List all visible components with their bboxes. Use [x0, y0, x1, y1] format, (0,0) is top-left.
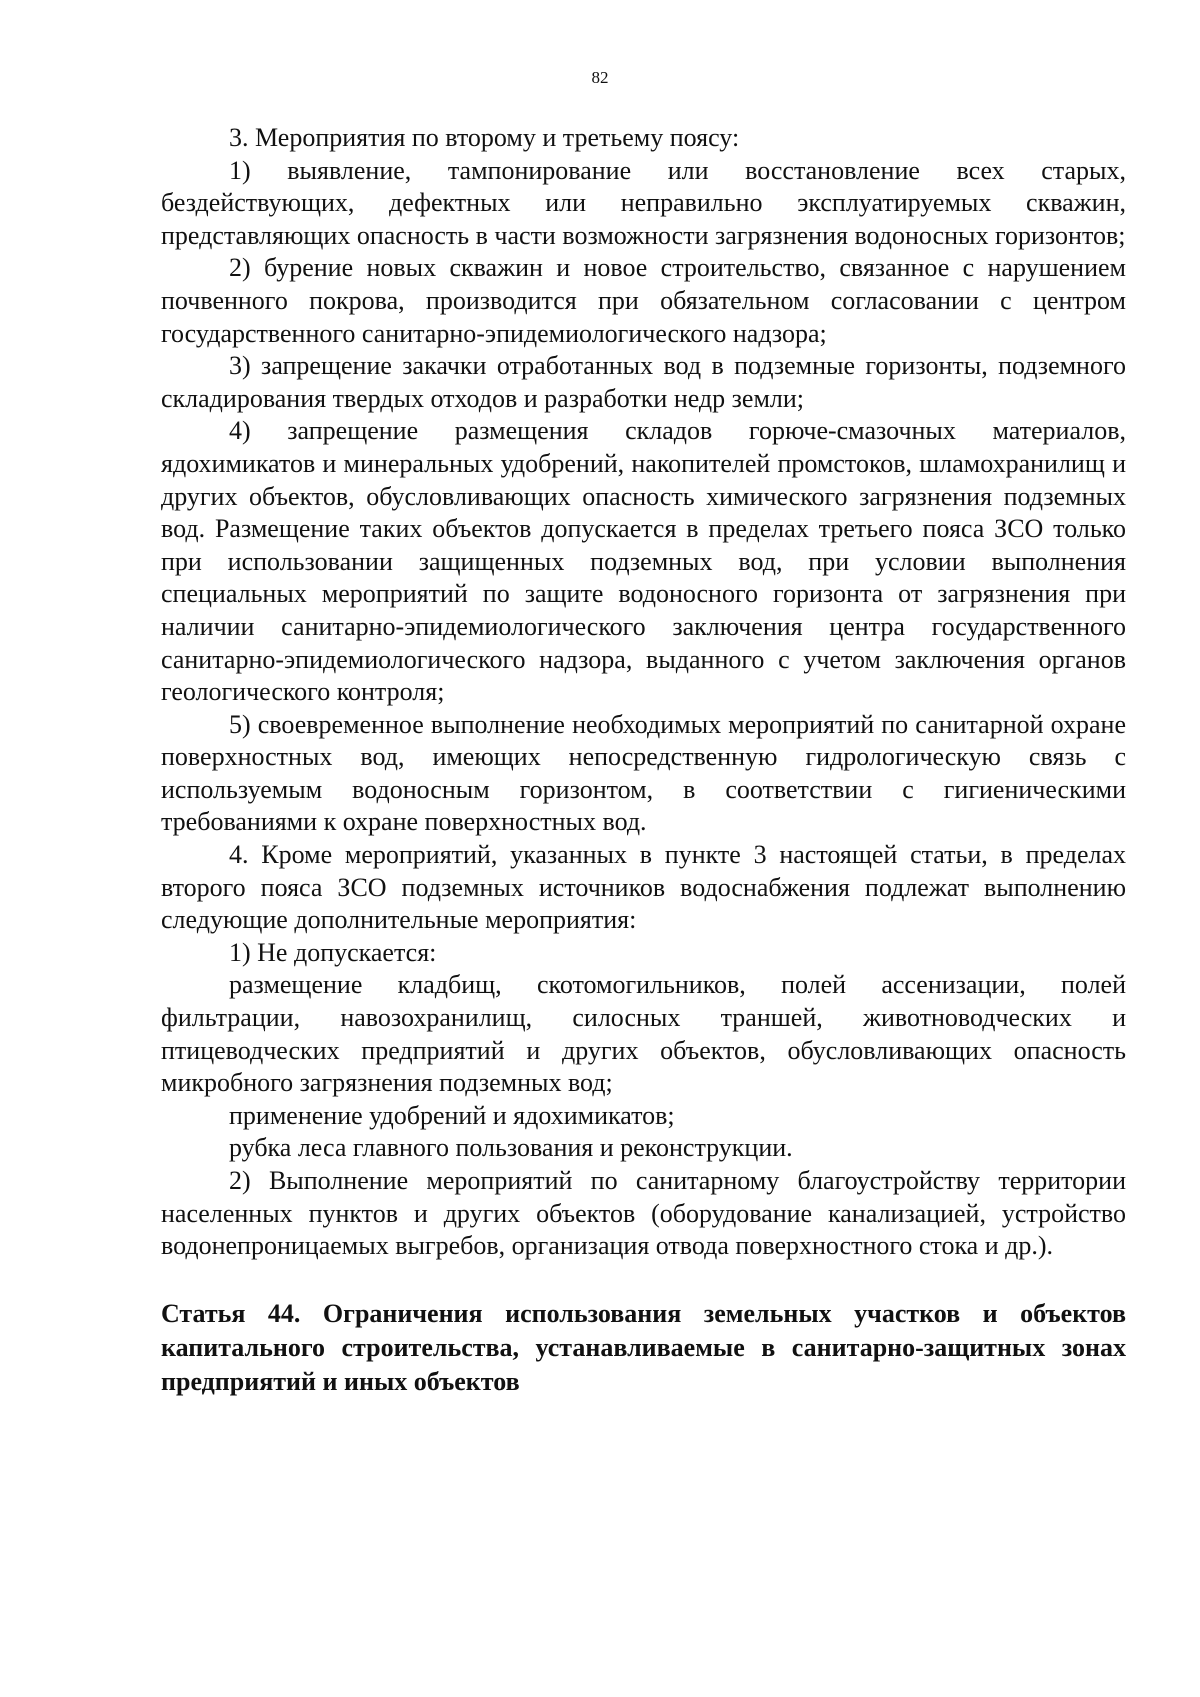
article-heading: Статья 44. Ограничения использования земельных участков и объектов капитального строительства, устанавливаемые в санитарно-защитных зонах предприятий и иных объектов — [161, 1298, 1126, 1396]
paragraph-subitem-2: 2) бурение новых скважин и новое строительство, связанное с нарушением почвенного покрова, производится при обязательном согласовании с центром государственного санитарно-эпидемиологического надзора; — [161, 253, 1126, 348]
paragraph-fertilizer-prohibition: применение удобрений и ядохимикатов; — [229, 1100, 675, 1130]
paragraph-subitem-2-improvement: 2) Выполнение мероприятий по санитарному благоустройству территории населенных пунктов и других объектов (оборудование канализацией, устройство водонепроницаемых выгребов, организация отвода поверхностного стока и др.). — [161, 1166, 1126, 1261]
paragraph-subitem-4: 4) запрещение размещения складов горюче-смазочных материалов, ядохимикатов и минеральных удобрений, накопителей промстоков, шламохранилищ и других объектов, обусловливающих опасность химического загрязнения подземных вод. Размещение таких объектов допускается в пределах третьего пояса ЗСО только при использовании защищенных подземных вод, при условии выполнения специальных мероприятий по защите водоносного горизонта от загрязнения при наличии санитарно-эпидемиологического заключения центра государственного санитарно-эпидемиологического надзора, выданного с учетом заключения органов геологического контроля; — [161, 416, 1126, 707]
paragraph-subitem-1-not-allowed: 1) Не допускается: — [229, 937, 437, 967]
paragraph-subitem-3: 3) запрещение закачки отработанных вод в подземные горизонты, подземного складирования твердых отходов и разработки недр земли; — [161, 351, 1126, 413]
paragraph-subitem-1: 1) выявление, тампонирование или восстановление всех старых, бездействующих, дефектных или неправильно эксплуатируемых скважин, представляющих опасность в части возможности загрязнения водоносных горизонтов; — [161, 155, 1126, 250]
paragraph-item-3: 3. Мероприятия по второму и третьему поясу: — [229, 123, 740, 152]
document-body — [161, 122, 1126, 1399]
paragraph-item-4: 4. Кроме мероприятий, указанных в пункте 3 настоящей статьи, в пределах второго пояса ЗСО подземных источников водоснабжения подлежат выполнению следующие дополнительные мероприятия: — [161, 840, 1126, 935]
paragraph-subitem-5: 5) своевременное выполнение необходимых мероприятий по санитарной охране поверхностных вод, имеющих непосредственную гидрологическую связь с используемым водоносным горизонтом, в соответствии с гигиеническими требованиями к охране поверхностных вод. — [161, 709, 1126, 837]
paragraph-placement-prohibition: размещение кладбищ, скотомогильников, полей ассенизации, полей фильтрации, навозохранилищ, силосных траншей, животноводческих и птицеводческих предприятий и других объектов, обусловливающих опасность микробного загрязнения подземных вод; — [161, 970, 1126, 1098]
page-number: 82 — [591, 68, 609, 87]
paragraph-logging-prohibition: рубка леса главного пользования и реконструкции. — [229, 1133, 793, 1163]
